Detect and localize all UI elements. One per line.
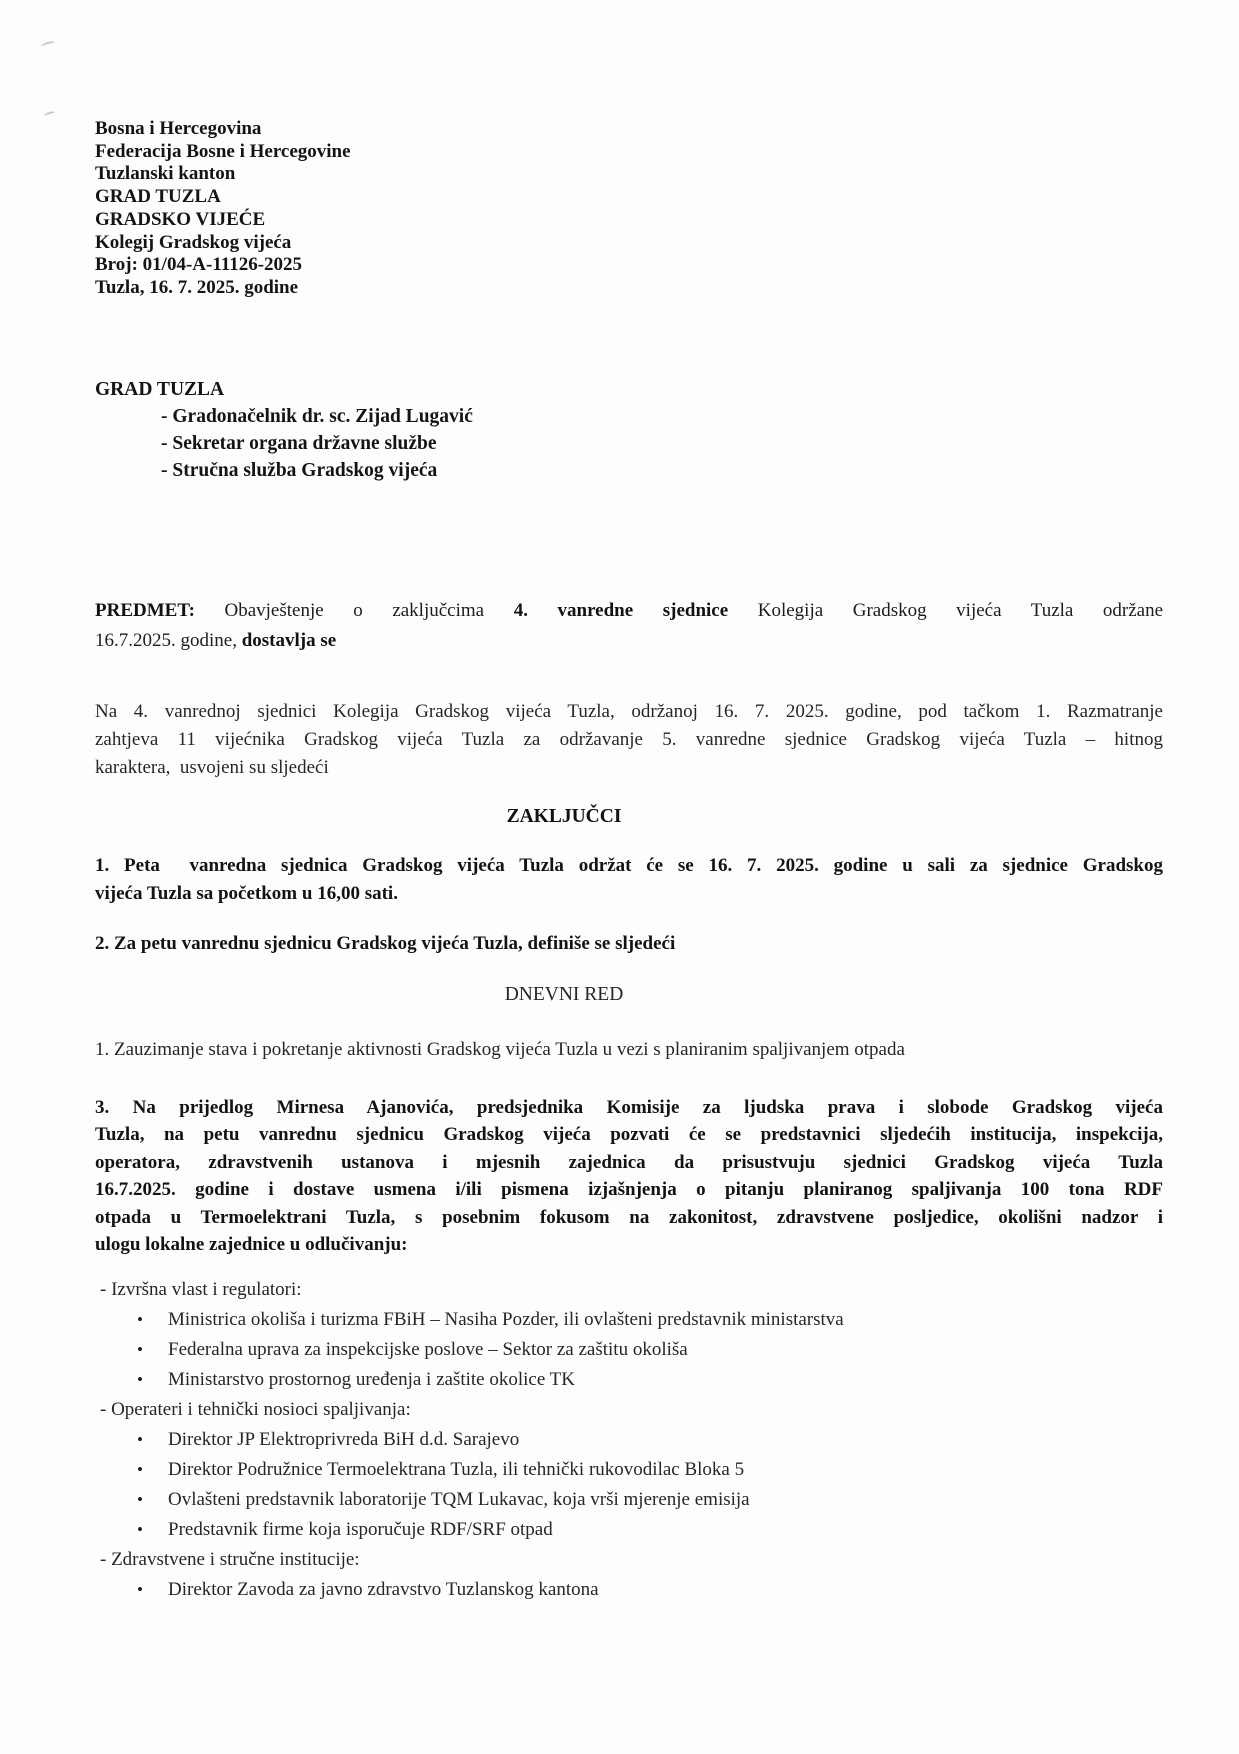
conclusion-3-line: 16.7.2025. godine i dostave usmena i/ili pismena izjašnjenja o pitanju planiranog spaljivanja 100 tona RDF: [95, 1179, 1163, 1201]
sender-line-reference-number: Broj: 01/04-A-11126-2025: [95, 254, 303, 276]
intro-line: Na 4. vanrednoj sjednici Kolegija Gradskog vijeća Tuzla, održanoj 16. 7. 2025. godine, pod tačkom 1. Razmatranje: [95, 700, 1163, 722]
intro-line: zahtjeva 11 vijećnika Gradskog vijeća Tuzla za održavanje 5. vanredne sjednice Gradskog vijeća Tuzla – hitnog: [95, 728, 1163, 750]
sender-line-place-date: Tuzla, 16. 7. 2025. godine: [95, 276, 299, 298]
invitee-group-header: - Operateri i tehnički nosioci spaljivanja:: [100, 1398, 411, 1420]
sender-line-federation: Federacija Bosne i Hercegovine: [95, 140, 351, 162]
invitee-list: [95, 1275, 1163, 1605]
conclusion-3: [95, 1094, 1163, 1259]
conclusions-heading: ZAKLJUČCI: [506, 805, 622, 827]
subject-paragraph: [95, 596, 1163, 656]
invitee-group-health: [95, 1545, 1163, 1605]
sender-line-city: GRAD TUZLA: [95, 186, 221, 208]
subject-line-2: [95, 626, 1163, 656]
subject-line-1: [95, 596, 1163, 626]
invitee-group-items: [95, 1425, 1163, 1545]
document-content: [95, 118, 1163, 1605]
recipient-service: - Stručna služba Gradskog vijeća: [161, 459, 438, 481]
subject-session-bold: 4. vanredne sjednice: [513, 599, 729, 621]
conclusion-3-line: operatora, zdravstvenih ustanova i mjesnih zajednica da prisustvuju sjednici Gradskog vijeća Tuzla: [95, 1151, 1163, 1173]
subject-delivered-bold: dostavlja se: [241, 629, 337, 651]
recipient-secretary: - Sekretar organa državne službe: [161, 432, 437, 454]
list-item: • Ministarstvo prostornog uređenja i zaštite okolice TK: [95, 1365, 1163, 1395]
invitee-group-executive: [95, 1275, 1163, 1395]
conclusion-1: [95, 852, 1163, 908]
invitee-group-header: - Izvršna vlast i regulatori:: [100, 1278, 302, 1300]
recipient-block: [95, 376, 1163, 484]
list-item: • Direktor Podružnice Termoelektrana Tuzla, ili tehnički rukovodilac Bloka 5: [95, 1455, 1163, 1485]
conclusion-1-line: 1. Peta vanredna sjednica Gradskog vijeća Tuzla održat će se 16. 7. 2025. godine u sali za sjednice Gradskog: [95, 854, 1163, 876]
list-item: • Direktor Zavoda za javno zdravstvo Tuzlanskog kantona: [95, 1575, 1163, 1605]
invitee-group-items: [95, 1575, 1163, 1605]
invitee-group-operators: [95, 1395, 1163, 1545]
invitee-group-items: [95, 1305, 1163, 1395]
conclusion-3-line: otpada u Termoelektrani Tuzla, s posebnim fokusom na zakonitost, zdravstvene posljedice, okolišni nadzor i: [95, 1206, 1163, 1228]
conclusion-3-line: 3. Na prijedlog Mirnesa Ajanovića, predsjednika Komisije za ljudska prava i slobode Gradskog vijeća: [95, 1096, 1163, 1118]
pencil-mark: [40, 40, 55, 49]
list-item: • Ovlašteni predstavnik laboratorije TQM Lukavac, koja vrši mjerenje emisija: [95, 1485, 1163, 1515]
pencil-mark: [44, 111, 56, 119]
recipient-mayor: - Gradonačelnik dr. sc. Zijad Lugavić: [161, 405, 473, 427]
list-item: • Predstavnik firme koja isporučuje RDF/SRF otpad: [95, 1515, 1163, 1545]
list-item: • Federalna uprava za inspekcijske poslove – Sektor za zaštitu okoliša: [95, 1335, 1163, 1365]
sender-line-canton: Tuzlanski kanton: [95, 163, 236, 185]
agenda-item-1: 1. Zauzimanje stava i pokretanje aktivnosti Gradskog vijeća Tuzla u vezi s planiranim spaljivanjem otpada: [95, 1038, 905, 1060]
subject-label: PREDMET:: [95, 599, 195, 621]
invitee-group-header: - Zdravstvene i stručne institucije:: [100, 1548, 360, 1570]
sender-header-block: [95, 118, 1163, 300]
sender-line-collegium: Kolegij Gradskog vijeća: [95, 231, 292, 253]
intro-paragraph: [95, 698, 1163, 782]
recipient-title: GRAD TUZLA: [95, 378, 225, 400]
sender-line-council: GRADSKO VIJEĆE: [95, 208, 266, 230]
subject-text: Kolegija Gradskog vijeća Tuzla održane: [757, 599, 1164, 621]
subject-date: 16.7.2025. godine,: [95, 629, 237, 651]
subject-text: Obavještenje o zaključcima: [224, 599, 485, 621]
conclusion-1-line: vijeća Tuzla sa početkom u 16,00 sati.: [95, 882, 398, 904]
intro-line: karaktera, usvojeni su sljedeći: [95, 756, 329, 778]
conclusion-3-line: ulogu lokalne zajednice u odlučivanju:: [95, 1234, 408, 1256]
agenda-heading: DNEVNI RED: [504, 983, 624, 1005]
conclusion-3-line: Tuzla, na petu vanrednu sjednicu Gradskog vijeća pozvati će se predstavnici sljedećih institucija, inspekcija,: [95, 1124, 1163, 1146]
conclusion-2: 2. Za petu vanrednu sjednicu Gradskog vijeća Tuzla, definiše se sljedeći: [95, 932, 676, 954]
list-item: • Ministrica okoliša i turizma FBiH – Nasiha Pozder, ili ovlašteni predstavnik ministarstva: [95, 1305, 1163, 1335]
sender-line-country: Bosna i Hercegovina: [95, 118, 262, 139]
list-item: • Direktor JP Elektroprivreda BiH d.d. Sarajevo: [95, 1425, 1163, 1455]
